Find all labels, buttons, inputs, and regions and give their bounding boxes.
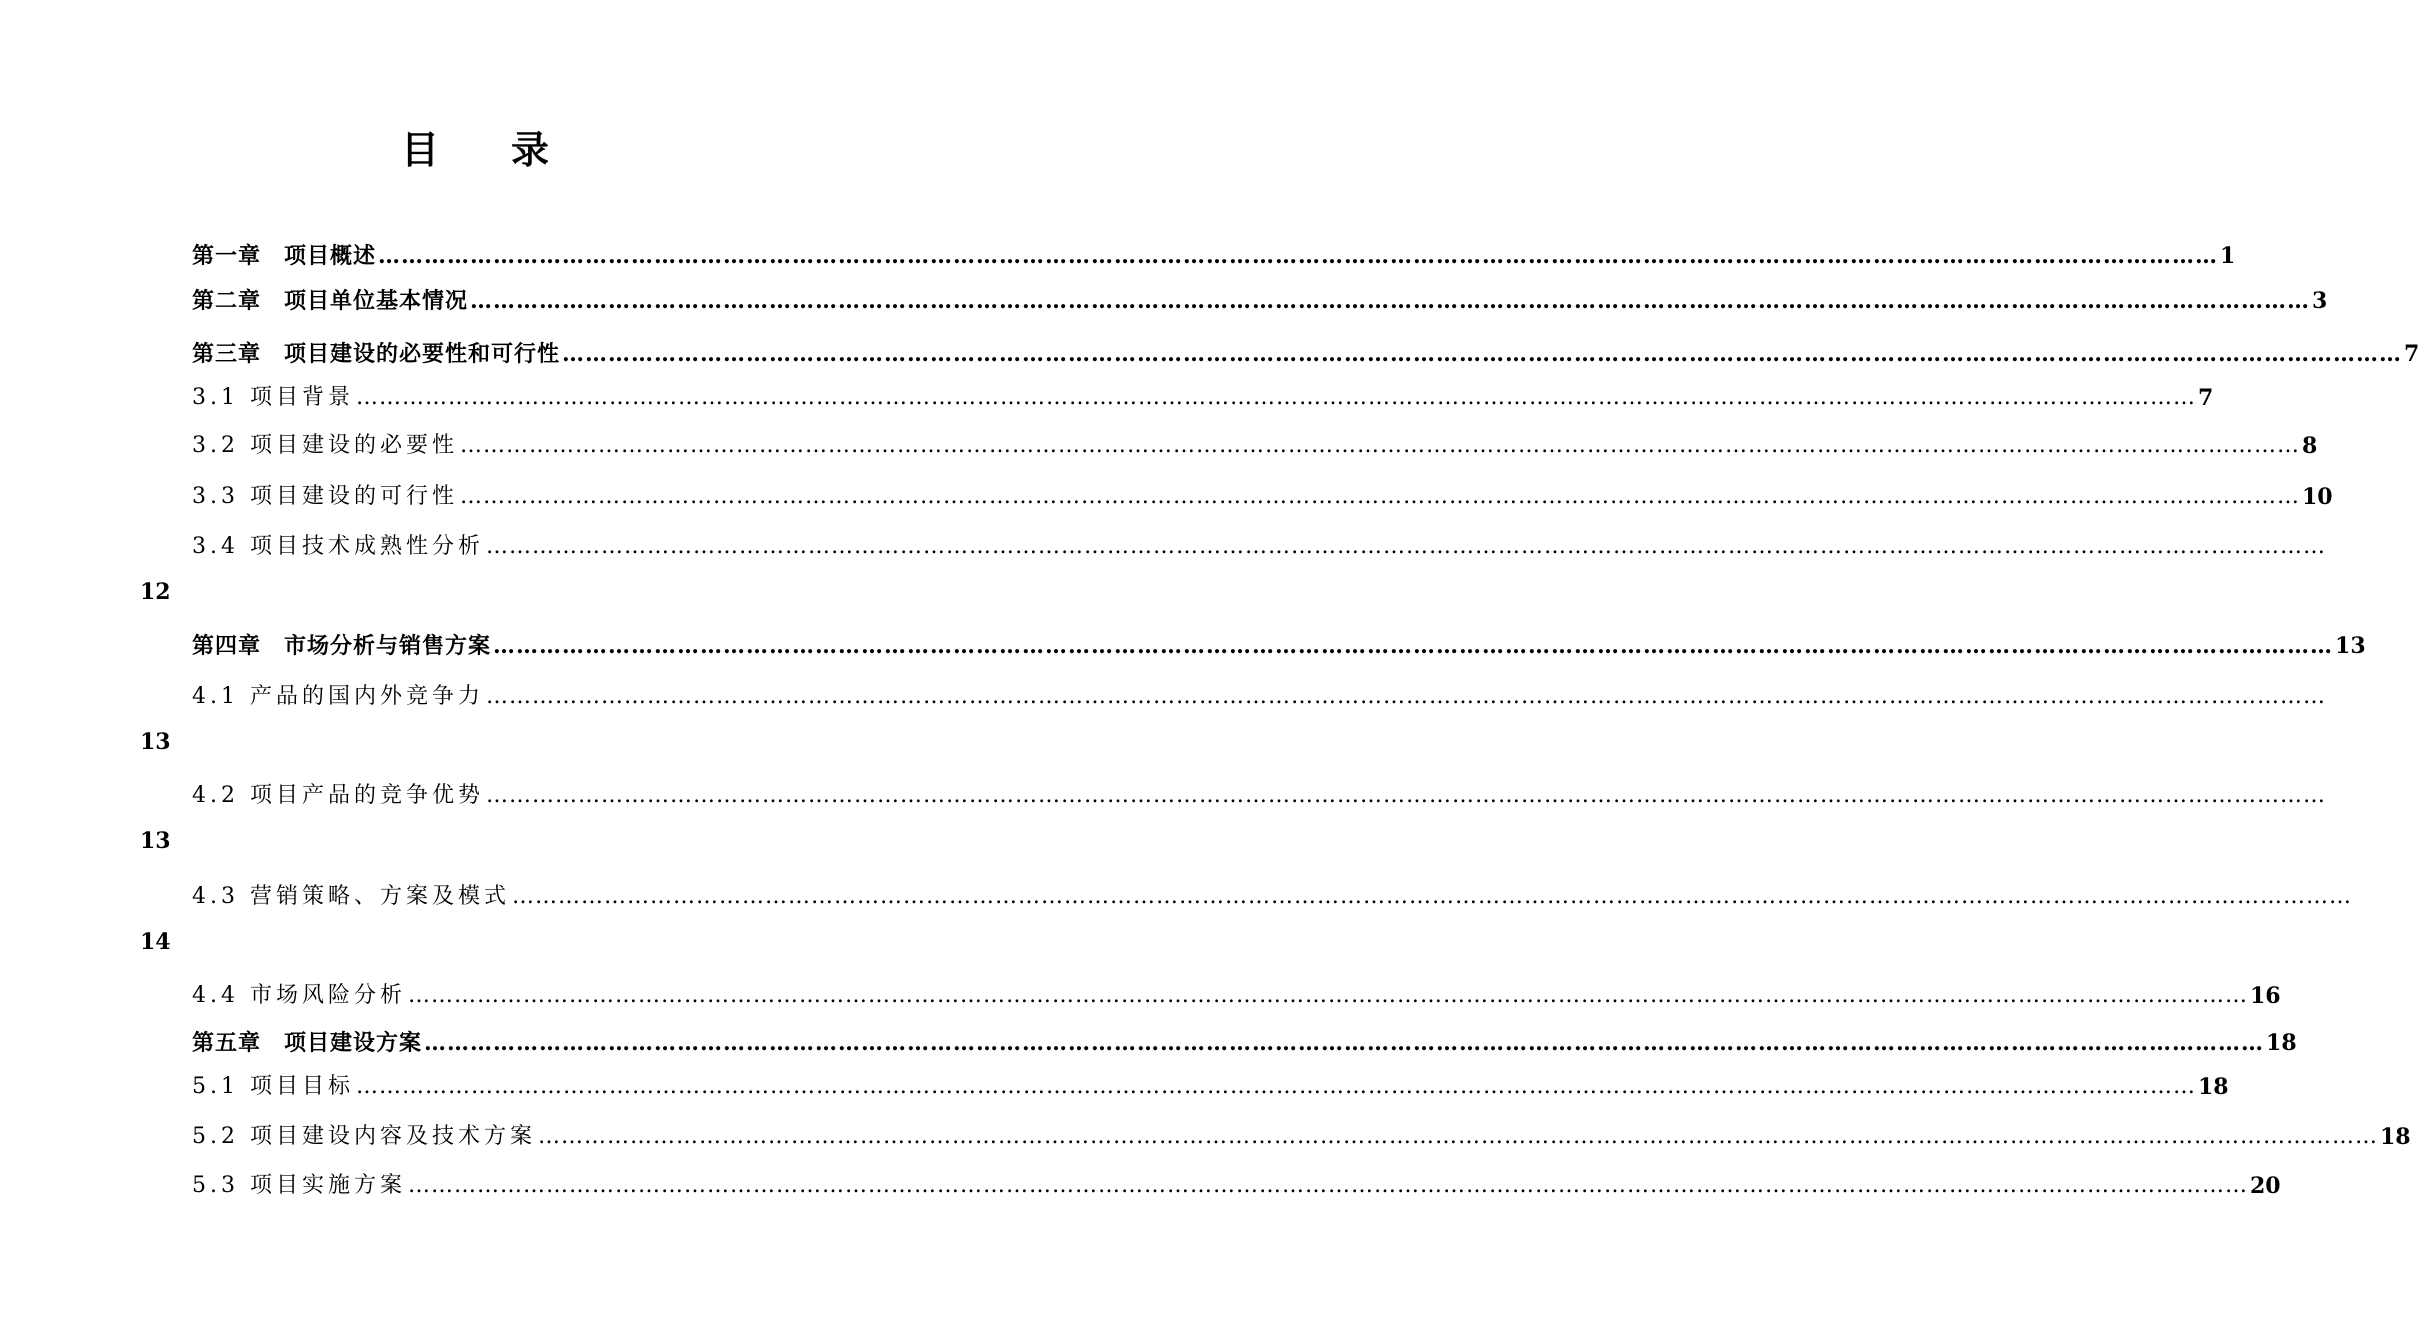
toc-entry-label: 第二章 项目单位基本情况 (192, 288, 469, 314)
toc-entry[interactable] (192, 236, 2236, 270)
toc-page-number: 14 (140, 929, 171, 955)
toc-entry-label: 第一章 项目概述 (192, 243, 377, 269)
toc-page-number: 18 (2266, 1030, 2297, 1056)
toc-entry[interactable] (192, 281, 2328, 315)
toc-entry-label: 4.2 项目产品的竞争优势 (192, 783, 484, 808)
toc-page-number: 7 (2197, 385, 2214, 411)
toc-entry-label: 5.1 项目目标 (192, 1074, 354, 1099)
toc-leader-dots: …………………………………………………………………………………………………………………………………………………………………………………………………………………… (485, 783, 2326, 808)
toc-entry-label: 第四章 市场分析与销售方案 (192, 633, 492, 659)
toc-leader-dots: …………………………………………………………………………………………………………………………………………………………………………………………………………………… (355, 1074, 2196, 1099)
toc-entry[interactable] (192, 1166, 2281, 1200)
toc-entry-label: 4.3 营销策略、方案及模式 (192, 884, 510, 909)
toc-leader-dots: …………………………………………………………………………………………………………………………………………………………………………………………………………………… (459, 433, 2300, 458)
toc-entry[interactable] (192, 976, 2281, 1010)
toc-entry-label: 第三章 项目建设的必要性和可行性 (192, 341, 561, 367)
toc-leader-dots: …………………………………………………………………………………………………………………………………………………………………………………………………………………… (424, 1030, 2265, 1056)
toc-leader-dots: …………………………………………………………………………………………………………………………………………………………………………………………………………………… (459, 484, 2300, 509)
toc-leader-dots: …………………………………………………………………………………………………………………………………………………………………………………………………………………… (562, 341, 2403, 367)
toc-page-number: 3 (2312, 288, 2328, 314)
toc-entry-label: 3.1 项目背景 (192, 385, 354, 410)
toc-leader-dots: …………………………………………………………………………………………………………………………………………………………………………………………………………………… (470, 288, 2311, 314)
toc-entry[interactable] (192, 527, 2326, 561)
toc-entry-label: 3.4 项目技术成熟性分析 (192, 534, 484, 559)
toc-entry[interactable] (192, 477, 2333, 511)
toc-entry-label: 3.3 项目建设的可行性 (192, 484, 458, 509)
toc-page-number: 12 (140, 579, 171, 605)
toc-entry[interactable] (192, 677, 2326, 711)
toc-entry[interactable] (192, 1023, 2297, 1057)
toc-entry[interactable] (192, 426, 2318, 460)
toc-leader-dots: …………………………………………………………………………………………………………………………………………………………………………………………………………………… (537, 1124, 2378, 1149)
toc-page-number: 10 (2301, 484, 2333, 510)
toc-entry-label: 4.4 市场风险分析 (192, 983, 406, 1008)
toc-page-number: 7 (2404, 341, 2419, 367)
toc-leader-dots: …………………………………………………………………………………………………………………………………………………………………………………………………………………… (485, 534, 2326, 559)
toc-page-number: 13 (140, 729, 171, 755)
toc-leader-dots: …………………………………………………………………………………………………………………………………………………………………………………………………………………… (485, 684, 2326, 709)
toc-entry[interactable] (192, 776, 2326, 810)
title-char-1: 目 (400, 127, 439, 172)
toc-entry-label: 5.2 项目建设内容及技术方案 (192, 1124, 536, 1149)
toc-entry-label: 3.2 项目建设的必要性 (192, 433, 458, 458)
toc-page-number: 16 (2249, 983, 2281, 1009)
toc-entry[interactable] (192, 378, 2214, 412)
toc-leader-dots: …………………………………………………………………………………………………………………………………………………………………………………………………………………… (407, 983, 2248, 1008)
toc-page-number: 20 (2249, 1173, 2281, 1199)
toc-leader-dots: …………………………………………………………………………………………………………………………………………………………………………………………………………………… (511, 884, 2352, 909)
toc-page-number: 13 (140, 828, 171, 854)
toc-page-number: 18 (2379, 1124, 2411, 1150)
toc-entry[interactable] (192, 626, 2366, 660)
toc-entry-label: 5.3 项目实施方案 (192, 1173, 406, 1198)
toc-page-number: 8 (2301, 433, 2318, 459)
toc-entry[interactable] (192, 1067, 2229, 1101)
toc-entry[interactable] (192, 1117, 2411, 1151)
toc-leader-dots: …………………………………………………………………………………………………………………………………………………………………………………………………………………… (378, 243, 2219, 269)
toc-page-number: 13 (2335, 633, 2366, 659)
toc-page-number: 18 (2197, 1074, 2229, 1100)
toc-entry[interactable] (192, 877, 2352, 911)
toc-entry[interactable] (192, 334, 2419, 368)
toc-entry-label: 4.1 产品的国内外竞争力 (192, 684, 484, 709)
toc-leader-dots: …………………………………………………………………………………………………………………………………………………………………………………………………………………… (355, 385, 2196, 410)
toc-leader-dots: …………………………………………………………………………………………………………………………………………………………………………………………………………………… (493, 633, 2334, 659)
toc-leader-dots: …………………………………………………………………………………………………………………………………………………………………………………………………………………… (407, 1173, 2248, 1198)
toc-entry-label: 第五章 项目建设方案 (192, 1030, 423, 1056)
title-char-2: 录 (511, 127, 550, 172)
toc-page-number: 1 (2220, 243, 2236, 269)
